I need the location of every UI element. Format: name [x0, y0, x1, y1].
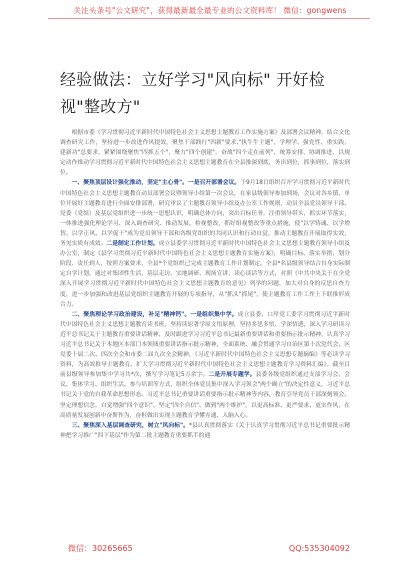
highlight-heading: 二、聚焦理论学习政治建设，补足"精神钙"。一是组织集中学。	[71, 311, 238, 318]
article-title: 经验做法：立好学习"风向标" 开好检视"整改方"	[60, 70, 326, 116]
highlight-heading: 三、聚焦深入基层调查研究，树立"风向标"。	[71, 422, 189, 429]
article-paragraph	[60, 310, 350, 421]
paragraph-text: 成立县委学习贯彻习近平新时代中国特色社会主义思想主题教育领导小组及办公室，制定《县学习贯彻习近平新时代中国特色社会主义思想主题教育实施方案》，明确目标、落实举措，划分阶段、责任到人，按照方案要求，全县*个党组织已完成主题教育工作计划制定。全县*名县级领导结合自身实际制定自学计划，通过对集团性生活、基层走访、实地调研、现场宣讲、读心谈话等方式，对照《中共中央关于在全党深入开展学习贯彻习近平新时代中国特色社会主义思想主题教育的意见》列举的问题，加大对自身的反思自查力度，进一步加强和改进基层党组织主题教育开展的专项指导，从"抓头"抓尾"，使主题教育工作工作上下联推形成合力。	[60, 241, 350, 308]
paragraph-text: 县委各级党组织通过支部学习会、会议、集体学习、组织生活、参与培训等方式，组织全体党员集中深入学习领会"两个确立"的决定性意义，习近平总书记关于党的自我革命思想形态。习近平总书记重要讲话重要指示批示精神等内容，教育引导党员干部深刻领会。坚定理想信念，自觉增强"四个意识"、坚定"四个自信"、做到"两个维护"，以更高标准、更严要求、更实作风，在高质量发展创新中奋斯作为，奋担做出实现主题教育学懂弄通、入脑入心。	[60, 372, 350, 419]
page-footer	[48, 543, 370, 555]
highlight-heading: 二是制定工作计划。	[106, 241, 159, 248]
highlight-heading: 二是开展专题学。	[208, 372, 256, 379]
footer-qq: QQ:535304092	[288, 544, 350, 553]
article-paragraph	[60, 128, 350, 178]
footer-wechat: 微信：30265665	[68, 544, 133, 553]
banner-divider	[48, 18, 370, 19]
paragraph-text: 成立县委、口岸党工委学习贯彻习近平新时代中国特色社会主义思想主题教育读书班，坚持读原著学原文悟原理，坚持多思多悟、学深悟透，深入学习研读习近平总书记关于主题教育重要讲话精神，及时跟进学习习近平总书记最新重要讲话和重要指示批示精神，认真学习习近平总书记关于本地区本部门本领域重要讲话指示批示精神，全面系统、融会贯通学习自治区第十次党代会、区党委十届二次、四次全会和市委二届九次全会精神，《习近平新时代中国特色社会主义思想专题摘编》等必读学习资料，为高效推导主题教育、扩大学习贯彻习近平新时代中国特色社会主义思想主题教育学习资料汇编》。截至目前县级领导参加集中学习共*次，撰写学习笔记5万余字。	[60, 311, 350, 379]
paragraph-text: 根据市委《学习贯彻习近平新时代中国特色社会主义思想主题教育工作实施方案》及部署会议精神，结合文化调查研究工作，坚持进一步改进作风提效，聚焦干部践行"四新"要求,"执牛牛主题"，学理学、强党性、重实践，建新功"总要求，紧紧围绕聚焦"四抓五个"，聚力"四个创建"，奋战"四个走在前列"，统筹安排、协调推进，以规定动作推动学习贯彻习近平新时代中国特色社会主义思想主题教育在全县推深到底，务出到位，抓事到位，落实到位。	[60, 130, 350, 177]
article-body	[60, 128, 350, 441]
promo-banner: 关注头条号"公文研究"，获得最新最全最专业的公文资料库！ 微信：gongwens	[73, 6, 347, 15]
paragraph-text: 于9月18日组织召开学习贯彻习近平新时代中国特色社会主义思想主题教育动员部署会议暨领导小组第一次会议，在家县级领导参加到场，会议对各乡镇、单位开展好主题教育进行全面安排部署，研究审议了主题教育领导小组及办公室工作规则，动员全县党员领导干部、党委（党组）及基层党组织进一步统一思想认识，明确总体方向，突出目标任务，注重领导带头，抓实环节落实，一体推进强化理论学习、深入调查研究、推动发展、检视整改，抓好组视整改等重点措施，使"以学铸魂、以学增智、以学正风、以学促干"成为党员领导干部和各级党组织的共同认识和行动自觉，推动主题教育开展取得实效，务见实质有成效。	[60, 180, 350, 248]
highlight-heading: 一、聚焦顶层设计强化推动，坚定"主心骨"。一是召开部署会议。	[71, 180, 241, 187]
article-paragraph	[60, 421, 350, 441]
article-paragraph	[60, 178, 350, 309]
paragraph-text: *县认真贯彻落实《关于认真学习贯彻习近平总书记重要批示精神把学习推广"四下基层"作为第二批主题教育重要抓手的通	[60, 422, 350, 439]
